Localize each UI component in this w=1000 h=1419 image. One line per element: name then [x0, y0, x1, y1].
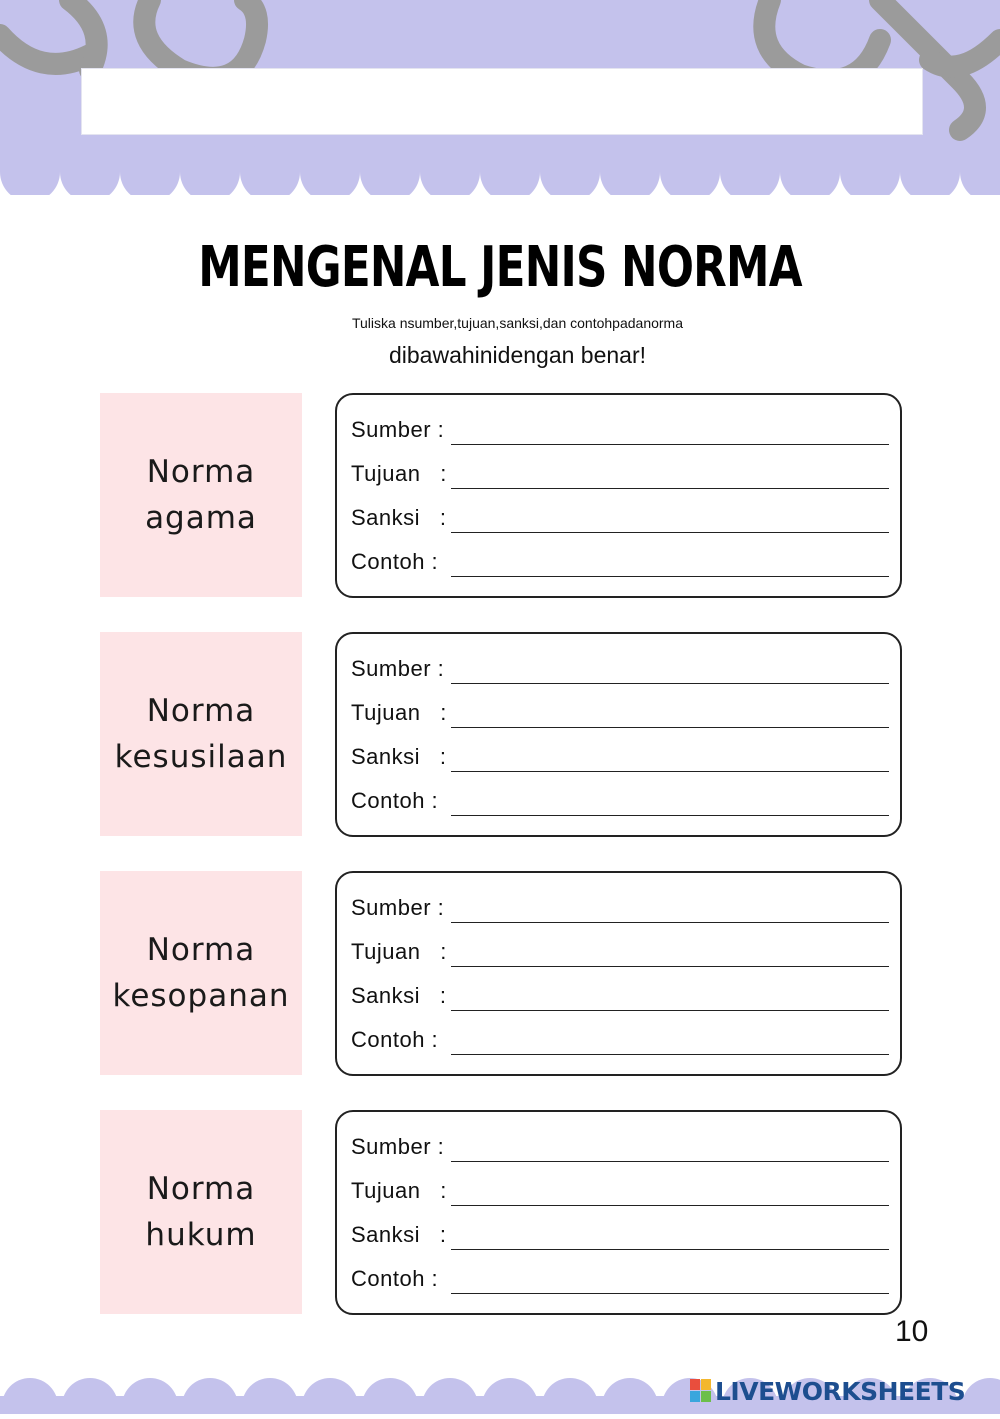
answer-line[interactable] — [451, 532, 889, 534]
answer-line[interactable] — [451, 1161, 889, 1163]
header-band — [0, 0, 1000, 195]
norm-field-box — [335, 632, 902, 837]
field-row-tujuan[interactable] — [351, 698, 889, 728]
field-label: Tujuan : — [351, 939, 447, 964]
field-label: Sumber : — [351, 1134, 445, 1159]
field-row-sumber[interactable] — [351, 415, 889, 445]
liveworksheets-logo-icon — [690, 1379, 712, 1403]
field-row-tujuan[interactable] — [351, 459, 889, 489]
field-label: Sanksi : — [351, 1222, 447, 1247]
field-label: Sanksi : — [351, 505, 447, 530]
field-row-sumber[interactable] — [351, 654, 889, 684]
norm-label: Norma hukum — [145, 1171, 257, 1253]
answer-line[interactable] — [451, 1205, 889, 1207]
field-label: Sumber : — [351, 895, 445, 920]
field-row-contoh[interactable] — [351, 1025, 889, 1055]
field-row-sanksi[interactable] — [351, 503, 889, 533]
field-label: Tujuan : — [351, 1178, 447, 1203]
norm-label-box — [100, 393, 302, 597]
answer-line[interactable] — [451, 1010, 889, 1012]
field-label: Contoh : — [351, 549, 439, 574]
answer-line[interactable] — [451, 1293, 889, 1295]
norm-label-box — [100, 1110, 302, 1314]
field-row-sanksi[interactable] — [351, 1220, 889, 1250]
answer-line[interactable] — [451, 576, 889, 578]
norm-label-box — [100, 871, 302, 1075]
answer-line[interactable] — [451, 922, 889, 924]
field-label: Contoh : — [351, 1027, 439, 1052]
norm-label: Norma kesusilaan — [114, 693, 288, 775]
norm-section-agama — [0, 393, 1000, 603]
field-label: Sumber : — [351, 417, 445, 442]
field-label: Tujuan : — [351, 700, 447, 725]
answer-line[interactable] — [451, 727, 889, 729]
norm-label: Norma kesopanan — [112, 932, 290, 1014]
field-label: Sanksi : — [351, 744, 447, 769]
answer-line[interactable] — [451, 1249, 889, 1251]
field-row-sanksi[interactable] — [351, 981, 889, 1011]
field-label: Sumber : — [351, 656, 445, 681]
norm-section-kesopanan — [0, 871, 1000, 1081]
norm-field-box — [335, 393, 902, 598]
field-row-tujuan[interactable] — [351, 1176, 889, 1206]
norm-section-hukum — [0, 1110, 1000, 1320]
answer-line[interactable] — [451, 815, 889, 817]
field-label: Contoh : — [351, 1266, 439, 1291]
field-label: Tujuan : — [351, 461, 447, 486]
answer-line[interactable] — [451, 1054, 889, 1056]
name-input-box[interactable] — [81, 68, 923, 135]
field-row-contoh[interactable] — [351, 786, 889, 816]
answer-line[interactable] — [451, 444, 889, 446]
field-row-sanksi[interactable] — [351, 742, 889, 772]
instruction-line-2: dibawahinidengan benar! — [388, 342, 647, 368]
field-row-contoh[interactable] — [351, 547, 889, 577]
page-number: 10 — [895, 1315, 929, 1348]
answer-line[interactable] — [451, 488, 889, 490]
norm-label: Norma agama — [145, 454, 257, 536]
answer-line[interactable] — [451, 771, 889, 773]
norm-field-box — [335, 871, 902, 1076]
field-label: Sanksi : — [351, 983, 447, 1008]
answer-line[interactable] — [451, 966, 889, 968]
norm-section-kesusilaan — [0, 632, 1000, 842]
brand-name: LIVEWORKSHEETS — [715, 1376, 966, 1406]
norm-label-box — [100, 632, 302, 836]
norm-field-box — [335, 1110, 902, 1315]
field-row-sumber[interactable] — [351, 893, 889, 923]
field-row-sumber[interactable] — [351, 1132, 889, 1162]
worksheet-title: MENGENAL JENIS NORMA — [198, 235, 802, 300]
field-row-tujuan[interactable] — [351, 937, 889, 967]
field-row-contoh[interactable] — [351, 1264, 889, 1294]
answer-line[interactable] — [451, 683, 889, 685]
liveworksheets-brand[interactable] — [690, 1374, 965, 1408]
instruction-line-1: Tuliska nsumber,tujuan,sanksi,dan contohpadanorma — [351, 315, 684, 331]
field-label: Contoh : — [351, 788, 439, 813]
